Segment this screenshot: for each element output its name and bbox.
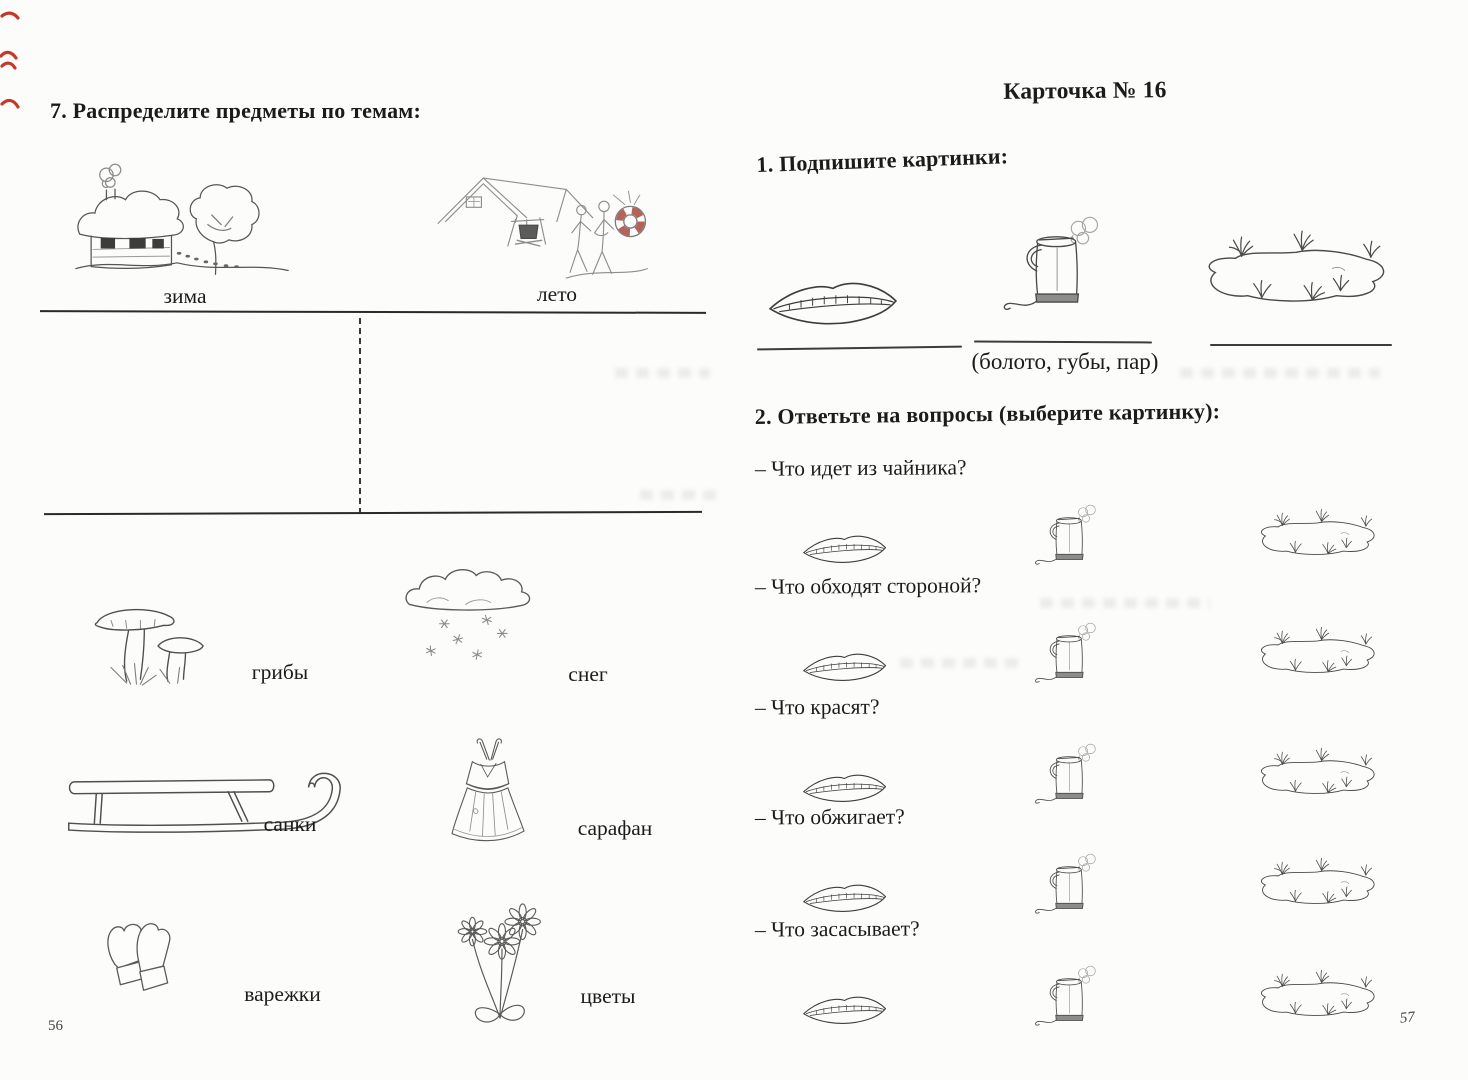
lips-icon	[800, 644, 888, 686]
sorting-table-top-border	[40, 310, 706, 314]
lips-icon	[800, 765, 888, 807]
question-block	[755, 695, 1445, 813]
bleed-through-smudge	[640, 490, 720, 500]
summer-scene-drawing	[418, 163, 658, 295]
question-block	[755, 805, 1445, 923]
question-block	[755, 574, 1445, 692]
item-label-sled: санки	[263, 812, 317, 836]
task1-heading: 1. Подпишите картинки:	[756, 143, 1009, 178]
lips-icon	[800, 987, 888, 1029]
question-text: – Что красят?	[754, 694, 880, 720]
kettle-icon	[1033, 504, 1107, 570]
kettle-icon	[1033, 853, 1107, 919]
theme-label-summer: лето	[536, 282, 578, 306]
swamp-icon	[1229, 855, 1397, 917]
kettle-icon	[1033, 622, 1107, 688]
red-edge-marks	[0, 8, 26, 123]
winter-scene-drawing	[72, 160, 292, 292]
card-title: Карточка № 16	[1003, 77, 1167, 105]
bleed-through-smudge	[1180, 368, 1380, 378]
exercise-7-heading: 7. Распределите предметы по темам:	[50, 98, 422, 123]
swamp-icon	[1183, 226, 1395, 322]
word-bank: (болото, губы, пар)	[971, 349, 1159, 374]
answer-line-3	[1210, 344, 1392, 346]
lips-icon	[763, 270, 901, 330]
question-block	[755, 456, 1445, 574]
mittens-drawing	[92, 918, 184, 1006]
question-block	[755, 917, 1445, 1035]
item-label-sundress: сарафан	[577, 816, 653, 840]
item-label-flowers: цветы	[580, 984, 636, 1008]
task2-heading: 2. Ответьте на вопросы (выберите картинку):	[754, 398, 1221, 430]
mushrooms-drawing	[82, 593, 237, 691]
answer-line-2	[974, 341, 1152, 344]
kettle-icon	[1033, 743, 1107, 809]
page-number-left: 56	[48, 1018, 63, 1034]
theme-label-winter: зима	[163, 284, 207, 308]
sorting-table-divider	[359, 318, 361, 514]
flowers-drawing	[450, 902, 550, 1030]
page-number-right: 57	[1399, 1009, 1416, 1027]
kettle-icon	[1033, 965, 1107, 1031]
question-text: – Что обходят стороной?	[754, 573, 982, 599]
swamp-icon	[1229, 967, 1397, 1029]
kettle-icon	[998, 216, 1118, 318]
swamp-icon	[1229, 745, 1397, 807]
sorting-table-bottom-border	[44, 511, 702, 515]
swamp-icon	[1229, 506, 1397, 568]
lips-icon	[800, 526, 888, 568]
sundress-drawing	[438, 738, 538, 848]
bleed-through-smudge	[615, 368, 710, 378]
lips-icon	[800, 875, 888, 917]
item-label-mushrooms: грибы	[251, 660, 309, 684]
item-label-snow: снег	[568, 662, 608, 686]
swamp-icon	[1229, 624, 1397, 686]
snow-cloud-drawing	[398, 563, 538, 671]
question-text: – Что засасывает?	[754, 916, 920, 942]
item-label-mittens: варежки	[244, 982, 321, 1006]
question-text: – Что обжигает?	[754, 804, 905, 830]
question-text: – Что идет из чайника?	[754, 455, 967, 481]
